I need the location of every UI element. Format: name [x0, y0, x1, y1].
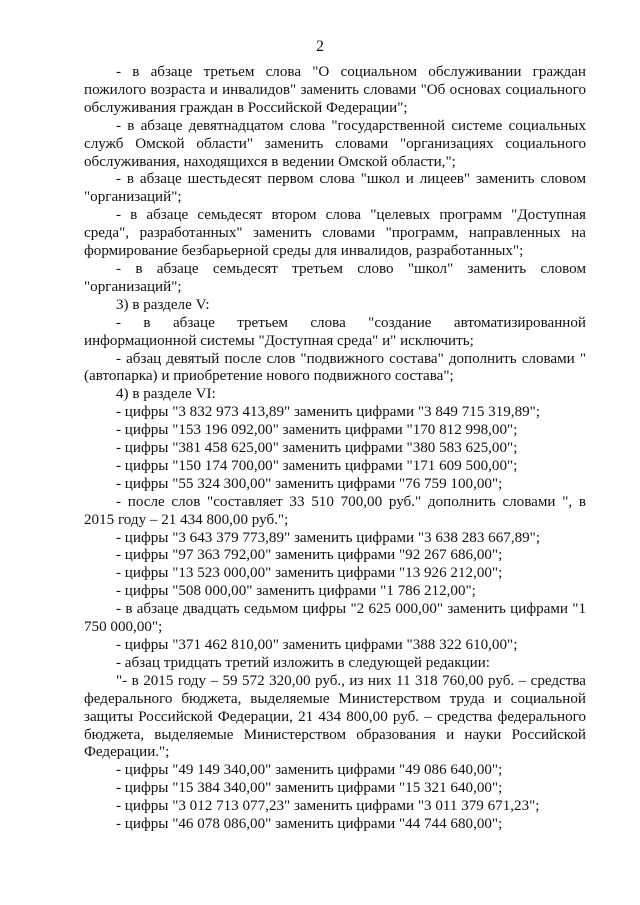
amendment-paragraph: - после слов "составляет 33 510 700,00 руб." дополнить словами ", в 2015 году – 21 434 800,00 руб.";	[84, 493, 586, 528]
amendment-paragraph: - в абзаце двадцать седьмом цифры "2 625 000,00" заменить цифрами "1 750 000,00";	[84, 601, 586, 636]
document-body	[84, 64, 586, 834]
amendment-paragraph: - цифры "3 643 379 773,89" заменить цифрами "3 638 283 667,89";	[116, 529, 541, 546]
quoted-new-text: "- в 2015 году – 59 572 320,00 руб., из них 11 318 760,00 руб. – средства федерального бюджета, выделяемые Министерством труда и социальной защиты Российской Федерации, 21 434 800,00 руб. – средства федерального бюджета, выделяемые Министерством образования и науки Российской Федерации.";	[84, 672, 586, 761]
amendment-paragraph: - цифры "150 174 700,00" заменить цифрами "171 609 500,00";	[116, 457, 518, 474]
amendment-paragraph: - цифры "97 363 792,00" заменить цифрами "92 267 686,00";	[116, 547, 503, 564]
amendment-paragraph: - в абзаце семьдесят втором слова "целевых программ "Доступная среда", разработанных" заменить словами "программ, направленных на формирование безбарьерной среды для инвалидов, разработанных";	[84, 207, 586, 260]
amendment-paragraph: - цифры "153 196 092,00" заменить цифрами "170 812 998,00";	[116, 422, 518, 439]
section-heading: 4) в разделе VI:	[116, 386, 216, 403]
amendment-paragraph: - цифры "381 458 625,00" заменить цифрами "380 583 625,00";	[116, 440, 518, 457]
amendment-paragraph: - абзац тридцать третий изложить в следующей редакции:	[116, 654, 490, 671]
amendment-paragraph: - цифры "13 523 000,00" заменить цифрами "13 926 212,00";	[116, 565, 503, 582]
amendment-paragraph: - цифры "508 000,00" заменить цифрами "1 786 212,00";	[116, 583, 476, 600]
amendment-paragraph: - в абзаце семьдесят третьем слово "школ" заменить словом "организаций";	[84, 260, 586, 295]
amendment-paragraph: - цифры "3 012 713 077,23" заменить цифрами "3 011 379 671,23";	[116, 798, 540, 815]
amendment-paragraph: - цифры "371 462 810,00" заменить цифрами "388 322 610,00";	[116, 637, 518, 653]
amendment-paragraph: - абзац девятый после слов "подвижного состава" дополнить словами "(автопарка) и приобретение нового подвижного состава";	[84, 350, 586, 385]
amendment-paragraph: - в абзаце девятнадцатом слова "государственной системе социальных служб Омской области" заменить словами "организациях социального обслуживания, находящихся в ведении Омской области,";	[84, 117, 586, 170]
amendment-paragraph: - цифры "46 078 086,00" заменить цифрами "44 744 680,00";	[116, 816, 503, 833]
amendment-paragraph: - в абзаце третьем слова "О социальном обслуживании граждан пожилого возраста и инвалидов" заменить словами "Об основах социального обслуживания граждан в Российской Федерации";	[84, 64, 586, 116]
amendment-paragraph: - цифры "15 384 340,00" заменить цифрами "15 321 640,00";	[116, 780, 503, 797]
amendment-paragraph: - цифры "49 149 340,00" заменить цифрами "49 086 640,00";	[116, 762, 503, 779]
section-heading: 3) в разделе V:	[116, 296, 210, 313]
amendment-paragraph: - цифры "55 324 300,00" заменить цифрами "76 759 100,00";	[116, 475, 503, 492]
amendment-paragraph: - в абзаце третьем слова "создание автоматизированной информационной системы "Доступная среда" и" исключить;	[84, 314, 586, 349]
page-number: 2	[316, 38, 324, 55]
amendment-paragraph: - цифры "3 832 973 413,89" заменить цифрами "3 849 715 319,89";	[116, 404, 541, 421]
amendment-paragraph: - в абзаце шестьдесят первом слова "школ и лицеев" заменить словом "организаций";	[84, 171, 586, 206]
